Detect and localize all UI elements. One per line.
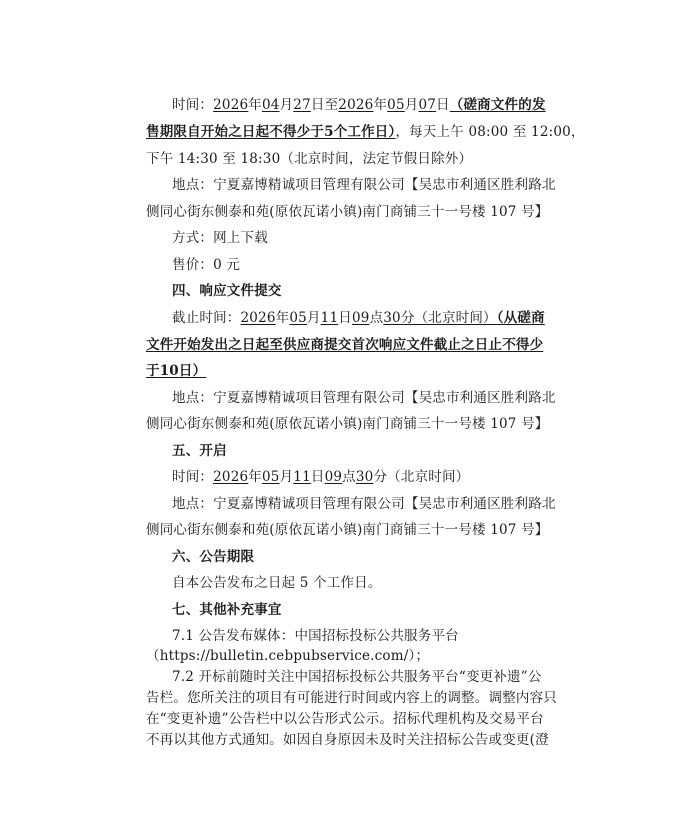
sale-location-line-1: 地点：宁夏嘉博精诚项目管理有限公司【吴忠市利通区胜利路北 [172,177,556,193]
label: 时间： [172,469,214,485]
label: 截止时间： [172,310,241,326]
value: 11 [320,310,339,326]
section-heading-other: 七、其他补充事宜 [172,602,282,618]
text: 分（北京时间） [400,310,497,326]
text: 日 [436,97,450,113]
other-item-2-line-4: 不再以其他方式通知。如因自身原因未及时关注招标公告或变更(澄 [146,732,549,748]
other-item-1-line-1: 7.1 公告发布媒体：中国招标投标公共服务平台 [172,628,459,644]
text: 分（北京时间） [373,469,470,485]
bold-note: （从磋商 [496,310,545,326]
other-item-1-link: （https://bulletin.cebpubservice.com/）； [146,648,430,664]
submit-deadline-line-3: 于10日） [146,363,207,379]
text: 年 [248,469,262,485]
text: 日 [338,310,352,326]
open-location-line-2: 侧同心街东侧泰和苑(原依瓦诺小镇)南门商铺三十一号楼 107 号】 [146,522,549,538]
value: 05 [387,97,405,113]
text: 点 [342,469,356,485]
section-heading-period: 六、公告期限 [172,549,255,565]
value: 30 [383,310,401,326]
value: 05 [289,310,307,326]
value: 09 [351,310,370,326]
text: 年 [275,310,290,326]
sale-time-line-2 [146,123,585,141]
value: 05 [261,469,280,485]
value: 2026 [338,97,374,113]
text: 日 [310,469,325,485]
open-location-line-1: 地点：宁夏嘉博精诚项目管理有限公司【吴忠市利通区胜利路北 [172,496,556,512]
value: 27 [293,97,311,113]
sale-time-line-3: 下午 14:30 至 18:30（北京时间，法定节假日除外） [146,151,473,167]
submit-location-line-1: 地点：宁夏嘉博精诚项目管理有限公司【吴忠市利通区胜利路北 [172,390,556,406]
text: 月 [404,97,419,113]
bold-note: （磋商文件的发 [449,97,546,113]
label: 时间： [172,97,214,113]
value: 2026 [213,469,249,485]
text: 月 [279,469,294,485]
other-item-2-line-1: 7.2 开标前随时关注中国招标投标公共服务平台“变更补遗”公 [172,669,542,685]
value: 11 [293,469,311,485]
submit-deadline-line-2: 文件开始发出之日起至供应商提交首次响应文件截止之日止不得少 [146,337,544,353]
value: 04 [261,97,280,113]
text: 日至 [310,97,339,113]
value: 07 [418,97,437,113]
submit-deadline-line-1 [172,309,545,327]
sale-method: 方式：网上下载 [172,230,268,246]
text: 月 [306,310,321,326]
other-item-2-line-3: 在“变更补遗”公告栏中以公告形式公示。招标代理机构及交易平台 [146,711,544,727]
value: 2026 [240,310,276,326]
sale-location-line-2: 侧同心街东侧泰和苑(原依瓦诺小镇)南门商铺三十一号楼 107 号】 [146,204,549,220]
bold-note: 售期限自开始之日起不得少于5个工作日） [146,124,396,140]
sale-price: 售价：0 元 [172,257,241,273]
section-heading-submit: 四、响应文件提交 [172,283,282,299]
text: 月 [279,97,294,113]
value: 30 [355,469,374,485]
text: 年 [373,97,388,113]
text: ，每天上午 08:00 至 12:00， [395,124,585,140]
text: 年 [248,97,262,113]
value: 09 [324,469,343,485]
text: 点 [369,310,384,326]
open-time-line [172,468,469,486]
other-item-2-line-2: 告栏。您所关注的项目有可能进行时间或内容上的调整。调整内容只 [146,690,557,706]
sale-time-line-1 [172,96,546,114]
period-text: 自本公告发布之日起 5 个工作日。 [172,575,382,591]
value: 2026 [213,97,249,113]
section-heading-open: 五、开启 [172,443,227,459]
submit-location-line-2: 侧同心街东侧泰和苑(原依瓦诺小镇)南门商铺三十一号楼 107 号】 [146,416,549,432]
